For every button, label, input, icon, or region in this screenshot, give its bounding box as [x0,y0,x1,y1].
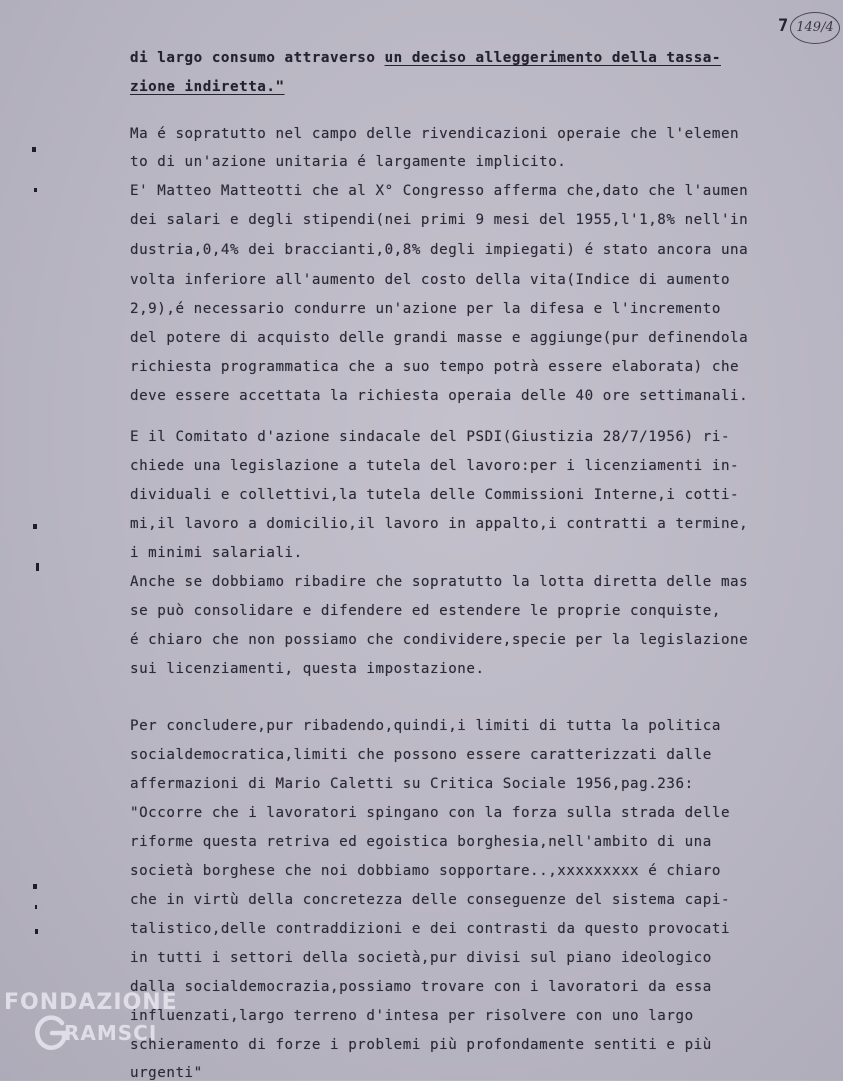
margin-mark [36,563,39,571]
text-line: chiede una legislazione a tutela del lavoro:per i licenziamenti in- [130,458,740,474]
margin-mark [34,188,37,192]
margin-mark [33,884,37,889]
text-line: talistico,delle contraddizioni e dei contrasti da questo provocati [130,921,731,937]
watermark-line2 [34,1013,178,1053]
margin-mark [33,524,37,529]
text-line: riforme questa retriva ed egoistica borghesia,nell'ambito di una [130,834,712,850]
text-line: dei salari e degli stipendi(nei primi 9 mesi del 1955,l'1,8% nell'in [130,212,749,228]
text-line: E' Matteo Matteotti che al X° Congresso afferma che,dato che l'aumen [130,183,749,199]
text-line: 2,9),é necessario condurre un'azione per la difesa e l'incremento [130,301,721,317]
text-line: richiesta programmatica che a suo tempo potrà essere elaborata) che [130,359,740,375]
text-line: che in virtù della concretezza delle conseguenze del sistema capi- [130,892,731,908]
text-line: deve essere accettata la richiesta operaia delle 40 ore settimanali. [130,388,749,404]
text-line: volta inferiore all'aumento del costo della vita(Indice di aumento [130,272,731,288]
text-line: di largo consumo attraverso un deciso alleggerimento della tassa- [130,50,721,66]
margin-mark [35,929,38,934]
text-line: del potere di acquisto delle grandi masse e aggiunge(pur definendola [130,330,749,346]
text-line: dalla socialdemocrazia,possiamo trovare con i lavoratori da essa [130,979,712,995]
text-line: Ma é sopratutto nel campo delle rivendicazioni operaie che l'elemen [130,126,740,142]
text-line: società borghese che noi dobbiamo sopportare..,xxxxxxxxx é chiaro [130,863,721,879]
page-number: 7 [778,16,789,36]
margin-mark [35,905,37,909]
text-line: i minimi salariali. [130,545,303,561]
watermark-line1: FONDAZIONE [4,990,178,1015]
text-line: schieramento di forze i problemi più profondamente sentiti e più [130,1037,712,1053]
text-line: socialdemocratica,limiti che possono essere caratterizzati dalle [130,747,712,763]
gramsci-g-icon [34,1013,68,1053]
text-line: é chiaro che non possiamo che condividere,specie per la legislazione [130,632,749,648]
text-line: in tutti i settori della società,pur divisi sul piano ideologico [130,950,712,966]
text-line: Per concludere,pur ribadendo,quindi,i limiti di tutta la politica [130,718,721,734]
margin-mark [32,147,36,152]
text-line: to di un'azione unitaria é largamente implicito. [130,154,567,170]
text-line: "Occorre che i lavoratori spingano con la forza sulla strada delle [130,805,731,821]
text-line: se può consolidare e difendere ed estendere le proprie conquiste, [130,603,721,619]
text-line: E il Comitato d'azione sindacale del PSDI(Giustizia 28/7/1956) ri- [130,429,731,445]
text-line: urgenti" [130,1065,203,1081]
text-line: affermazioni di Mario Caletti su Critica Sociale 1956,pag.236: [130,776,694,792]
watermark-line2-text: RAMSCI [64,1021,158,1045]
text-line: dustria,0,4% dei braccianti,0,8% degli impiegati) é stato ancora una [130,242,749,258]
text-line: sui licenziamenti, questa impostazione. [130,661,485,677]
text-line: Anche se dobbiamo ribadire che sopratutto la lotta diretta delle mas [130,574,749,590]
archive-number: 149/4 [790,12,840,44]
text-line: dividuali e collettivi,la tutela delle Commissioni Interne,i cotti- [130,487,740,503]
text-line: mi,il lavoro a domicilio,il lavoro in appalto,i contratti a termine, [130,516,749,532]
text-line: zione indiretta." [130,79,285,95]
text-line: influenzati,largo terreno d'intesa per risolvere con uno largo [130,1008,694,1024]
watermark-logo [4,990,178,1053]
